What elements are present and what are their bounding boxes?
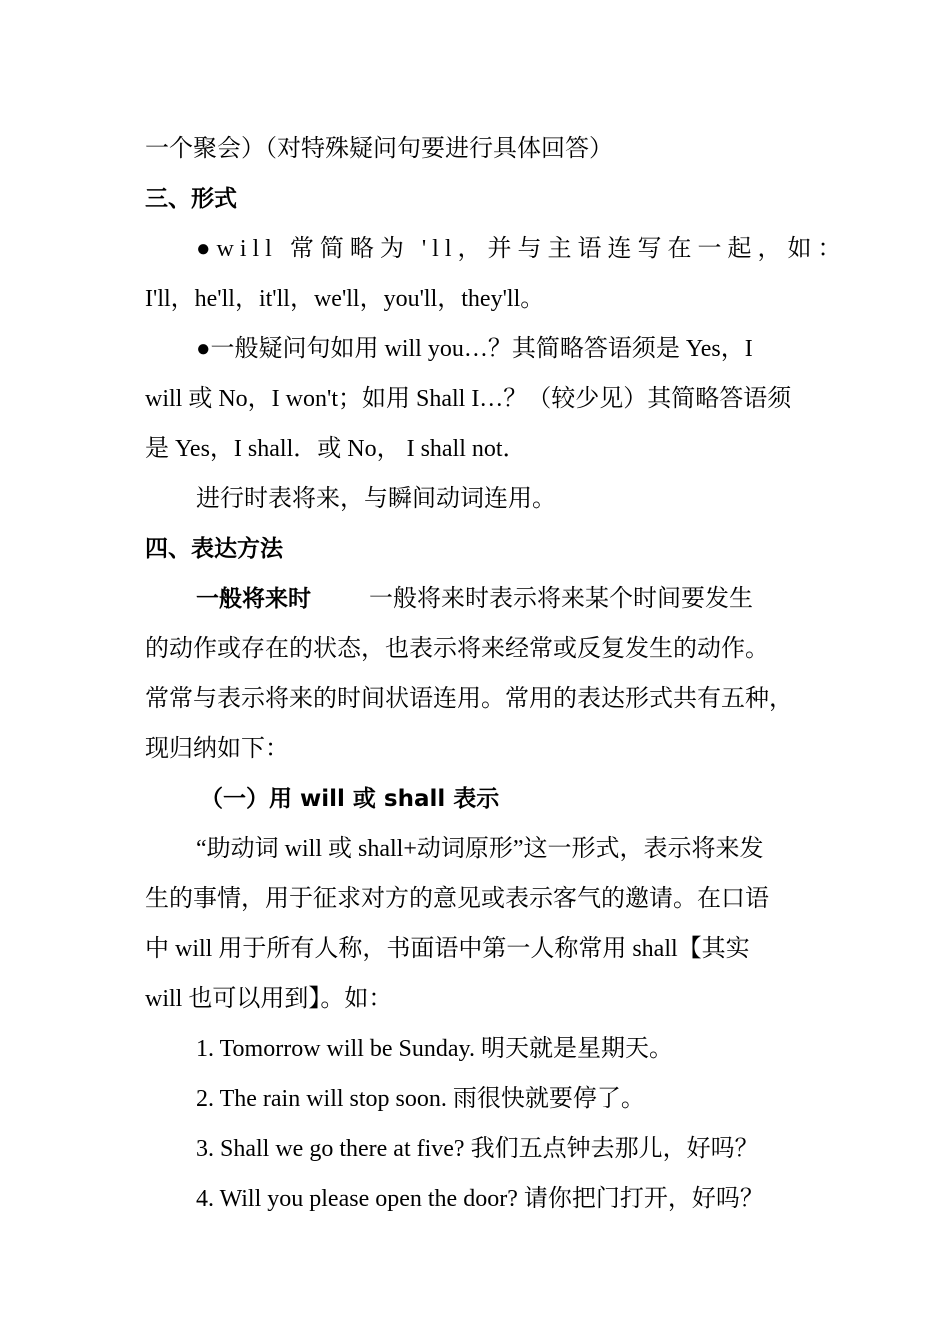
subsection-heading: （一）用 will 或 shall 表示 — [200, 786, 500, 812]
paragraph-line: I'll，he'll，it'll，we'll，you'll，they'll。 — [145, 286, 545, 312]
section-heading-methods: 四、表达方法 — [145, 536, 283, 562]
paragraph-line: will 或 No，I won't；如用 Shall I…？（较少见）其简略答语须 — [145, 386, 792, 412]
paragraph-line: 进行时表将来，与瞬间动词连用。 — [196, 486, 556, 512]
paragraph-line — [196, 584, 753, 614]
paragraph-line: 现归纳如下： — [145, 736, 289, 762]
section-heading-form: 三、形式 — [145, 186, 237, 212]
paragraph-line: 是 Yes，I shall．或 No， I shall not． — [145, 436, 527, 462]
term-definition: 一般将来时表示将来某个时间要发生 — [369, 586, 753, 612]
paragraph-line: 的动作或存在的状态，也表示将来经常或反复发生的动作。 — [145, 636, 769, 662]
paragraph-line: 一个聚会）（对特殊疑问句要进行具体回答） — [145, 136, 613, 162]
example-sentence: 4. Will you please open the door? 请你把门打开，好吗？ — [196, 1186, 764, 1212]
paragraph-line: 常常与表示将来的时间状语连用。常用的表达形式共有五种， — [145, 686, 793, 712]
paragraph-line: 生的事情，用于征求对方的意见或表示客气的邀请。在口语 — [145, 886, 769, 912]
example-sentence: 3. Shall we go there at five? 我们五点钟去那儿，好吗？ — [196, 1136, 759, 1162]
paragraph-line: ●一般疑问句如用 will you…？其简略答语须是 Yes，I — [196, 336, 753, 362]
paragraph-line: will 也可以用到】。如： — [145, 986, 393, 1012]
paragraph-line: 中 will 用于所有人称，书面语中第一人称常用 shall【其实 — [145, 936, 750, 962]
paragraph-line: ●will 常简略为 'll，并与主语连写在一起，如： — [196, 236, 848, 262]
example-sentence: 1. Tomorrow will be Sunday. 明天就是星期天。 — [196, 1036, 673, 1062]
term-label: 一般将来时 — [196, 586, 311, 612]
example-sentence: 2. The rain will stop soon. 雨很快就要停了。 — [196, 1086, 645, 1112]
paragraph-line: “助动词 will 或 shall+动词原形”这一形式，表示将来发 — [196, 836, 764, 862]
